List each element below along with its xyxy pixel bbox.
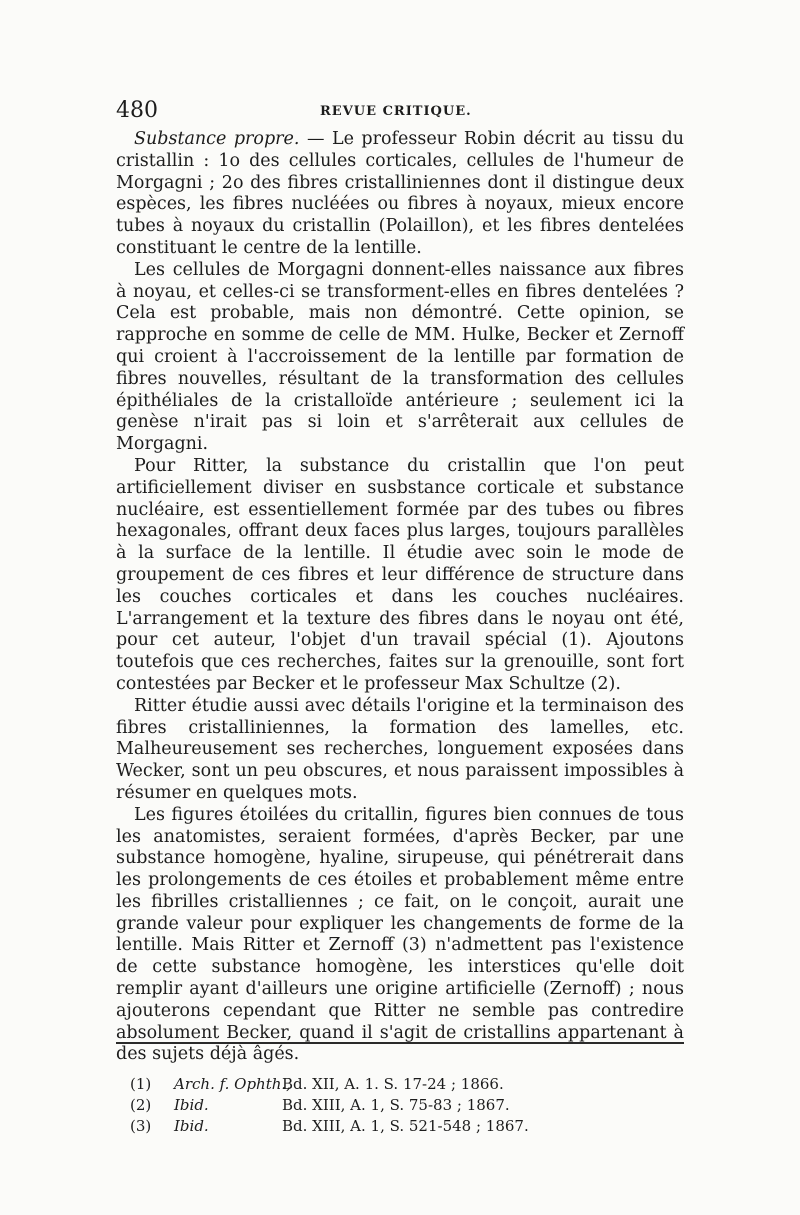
running-head: REVUE CRITIQUE. xyxy=(320,104,472,119)
paragraph xyxy=(116,260,684,456)
footnote-reference: Bd. XIII, A. 1, S. 521-548 ; 1867. xyxy=(282,1117,529,1135)
footnote xyxy=(130,1074,670,1095)
paragraph xyxy=(116,805,684,1067)
footnote-source: Ibid. xyxy=(174,1117,209,1135)
paragraph xyxy=(116,129,684,260)
footnote-reference: Bd. XIII, A. 1, S. 75-83 ; 1867. xyxy=(282,1096,510,1114)
paragraph-text: Les figures étoilées du critallin, figures bien connues de tous les anatomistes, seraient formées, d'après Becker, par une substance homogène, hyaline, sirupeuse, qui pénétrerait dans les prolongements de ces étoiles et probablement même entre les fibrilles cristalliennes ; ce fait, on le conçoit, aurait une grande valeur pour expliquer les changements de forme de la lentille. Mais Ritter et Zernoff (3) n'admettent pas l'existence de cette substance homogène, les interstices qu'elle doit remplir ayant d'ailleurs une origine artificielle (Zernoff) ; nous ajouterons cependant que Ritter ne semble pas contredire absolument Becker, quand il s'agit de cristallins appartenant à des sujets déjà âgés. xyxy=(116,804,684,1065)
page-number: 480 xyxy=(116,98,158,123)
paragraph xyxy=(116,456,684,696)
paragraph-lead: Substance propre. xyxy=(134,129,300,149)
footnote xyxy=(130,1116,670,1137)
footnote-source: Ibid. xyxy=(174,1096,209,1114)
paragraph-text: Ritter étudie aussi avec détails l'origine et la terminaison des fibres cristalliniennes, la formation des lamelles, etc. Malheureusement ses recherches, longuement exposées dans Wecker, sont un peu obscures, et nous paraissent impossibles à résumer en quelques mots. xyxy=(116,695,684,803)
footnote-reference: Bd. XII, A. 1. S. 17-24 ; 1866. xyxy=(282,1075,504,1093)
footnote-marker: (2) xyxy=(130,1096,152,1114)
footnote-marker: (1) xyxy=(130,1075,152,1093)
paragraph-text: Pour Ritter, la substance du cristallin que l'on peut artificiellement diviser en susbstance corticale et substance nucléaire, est essentiellement formée par des tubes ou fibres hexagonales, offrant deux faces plus larges, toujours parallèles à la surface de la lentille. Il étudie avec soin le mode de groupement de ces fibres et leur différence de structure dans les couches corticales et dans les couches nucléaires. L'arrangement et la texture des fibres dans le noyau ont été, pour cet auteur, l'objet d'un travail spécial (1). Ajoutons toutefois que ces recherches, faites sur la grenouille, sont fort contestées par Becker et le professeur Max Schultze (2). xyxy=(116,455,684,694)
footnote-divider xyxy=(116,1042,684,1044)
footnote xyxy=(130,1095,670,1116)
paragraph-text: — Le professeur Robin décrit au tissu du cristallin : 1o des cellules corticales, cellules de l'humeur de Morgagni ; 2o des fibres cristalliniennes dont il distingue deux espèces, les fibres nucléées ou fibres à noyaux, mieux encore tubes à noyaux du cristallin (Polaillon), et les fibres dentelées constituant le centre de la lentille. xyxy=(116,129,684,258)
page-header xyxy=(116,98,686,124)
footnote-source: Arch. f. Ophth., xyxy=(174,1075,291,1093)
paragraph xyxy=(116,696,684,805)
footnotes xyxy=(130,1074,670,1137)
footnote-marker: (3) xyxy=(130,1117,152,1135)
paragraph-text: Les cellules de Morgagni donnent-elles naissance aux fibres à noyau, et celles-ci se transforment-elles en fibres dentelées ? Cela est probable, mais non démontré. Cette opinion, se rapproche en somme de celle de MM. Hulke, Becker et Zernoff qui croient à l'accroissement de la lentille par formation de fibres nouvelles, résultant de la transformation des cellules épithéliales de la cristalloïde antérieure ; seulement ici la genèse n'irait pas si loin et s'arrêterait aux cellules de Morgagni. xyxy=(116,259,684,455)
body-text xyxy=(116,129,684,1066)
